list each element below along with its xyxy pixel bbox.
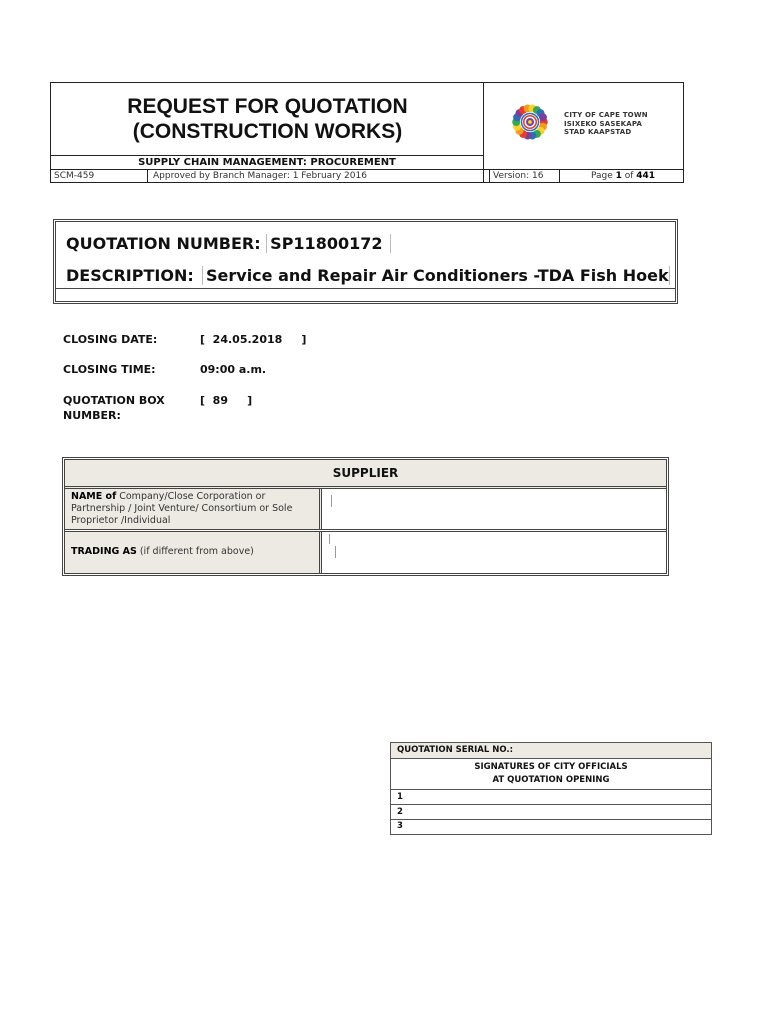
- description-field[interactable]: Service and Repair Air Conditioners -TDA Fish Hoek: [202, 266, 670, 285]
- serial-subheading-line-2: AT QUOTATION OPENING: [492, 775, 610, 785]
- doc-code: SCM-459: [51, 170, 148, 182]
- quotation-box-label-line-1: QUOTATION BOX: [63, 394, 165, 407]
- serial-table: [390, 742, 712, 835]
- closing-time-label: CLOSING TIME:: [63, 363, 156, 376]
- page-total: 441: [636, 171, 656, 181]
- closing-date-label: CLOSING DATE:: [63, 333, 158, 346]
- signature-row[interactable]: 1: [391, 790, 711, 805]
- logo-line-2: ISIXEKO SASEKAPA: [564, 119, 643, 128]
- trading-as-label-bold: TRADING AS: [71, 546, 137, 557]
- logo-line-3: STAD KAAPSTAD: [564, 128, 632, 136]
- serial-subheading-line-1: SIGNATURES OF CITY OFFICIALS: [474, 762, 628, 772]
- title-line-2: (CONSTRUCTION WORKS): [132, 120, 403, 143]
- city-emblem-icon: [511, 103, 549, 141]
- logo-line-1: CITY OF CAPE TOWN: [564, 111, 648, 119]
- serial-heading: QUOTATION SERIAL NO.:: [391, 743, 711, 759]
- closing-time-value[interactable]: 09:00 a.m.: [200, 363, 267, 376]
- quotation-number-label: QUOTATION NUMBER:: [66, 234, 261, 253]
- text-cursor: [331, 495, 332, 507]
- trading-as-field[interactable]: [322, 532, 666, 573]
- header-meta-row: [51, 169, 683, 182]
- serial-subheading: [391, 759, 711, 790]
- trading-as-label: [65, 532, 322, 573]
- supplier-name-label-rest: Company/Close Corporation or Partnership / Joint Venture/ Consortium or Sole Proprietor /Individual: [71, 491, 293, 526]
- quotation-number-field[interactable]: SP11800172: [266, 234, 391, 253]
- text-cursor: [335, 546, 336, 558]
- closing-date-value[interactable]: [ 24.05.2018 ]: [200, 333, 307, 346]
- quotation-box-label: [63, 393, 183, 423]
- quotation-divider: [56, 288, 675, 289]
- approval-note: Approved by Branch Manager: 1 February 2016: [148, 170, 484, 182]
- header-title-cell: [51, 83, 484, 155]
- city-logo: [484, 83, 683, 155]
- signature-row[interactable]: 2: [391, 805, 711, 820]
- supplier-name-label: [65, 489, 322, 529]
- logo-text: [564, 111, 648, 137]
- signature-row[interactable]: 3: [397, 821, 403, 831]
- supplier-heading: SUPPLIER: [65, 460, 666, 489]
- emblem-petal: [539, 113, 547, 121]
- version: Version: 16: [490, 170, 560, 182]
- quotation-box-label-line-2: NUMBER:: [63, 409, 121, 422]
- supplier-name-label-bold: NAME of: [71, 491, 117, 502]
- page-prefix: Page: [590, 171, 616, 181]
- quotation-number-line: [66, 234, 391, 253]
- text-cursor: [329, 534, 330, 544]
- title-line-1: REQUEST FOR QUOTATION: [127, 95, 408, 118]
- quotation-box-value[interactable]: [ 89 ]: [200, 394, 253, 407]
- page-number: 1: [615, 171, 622, 181]
- description-line: [66, 266, 669, 285]
- supplier-name-row: [65, 489, 666, 532]
- header-subtitle: SUPPLY CHAIN MANAGEMENT: PROCUREMENT: [51, 155, 484, 169]
- page-indicator: [560, 170, 683, 182]
- description-label: DESCRIPTION:: [66, 266, 194, 285]
- supplier-name-field[interactable]: [322, 489, 666, 529]
- supplier-table: [62, 457, 669, 576]
- trading-as-row: [65, 532, 666, 573]
- quotation-box: [53, 219, 678, 304]
- trading-as-label-rest: (if different from above): [136, 546, 254, 557]
- page-of: of: [621, 171, 637, 181]
- document-header: [50, 82, 684, 183]
